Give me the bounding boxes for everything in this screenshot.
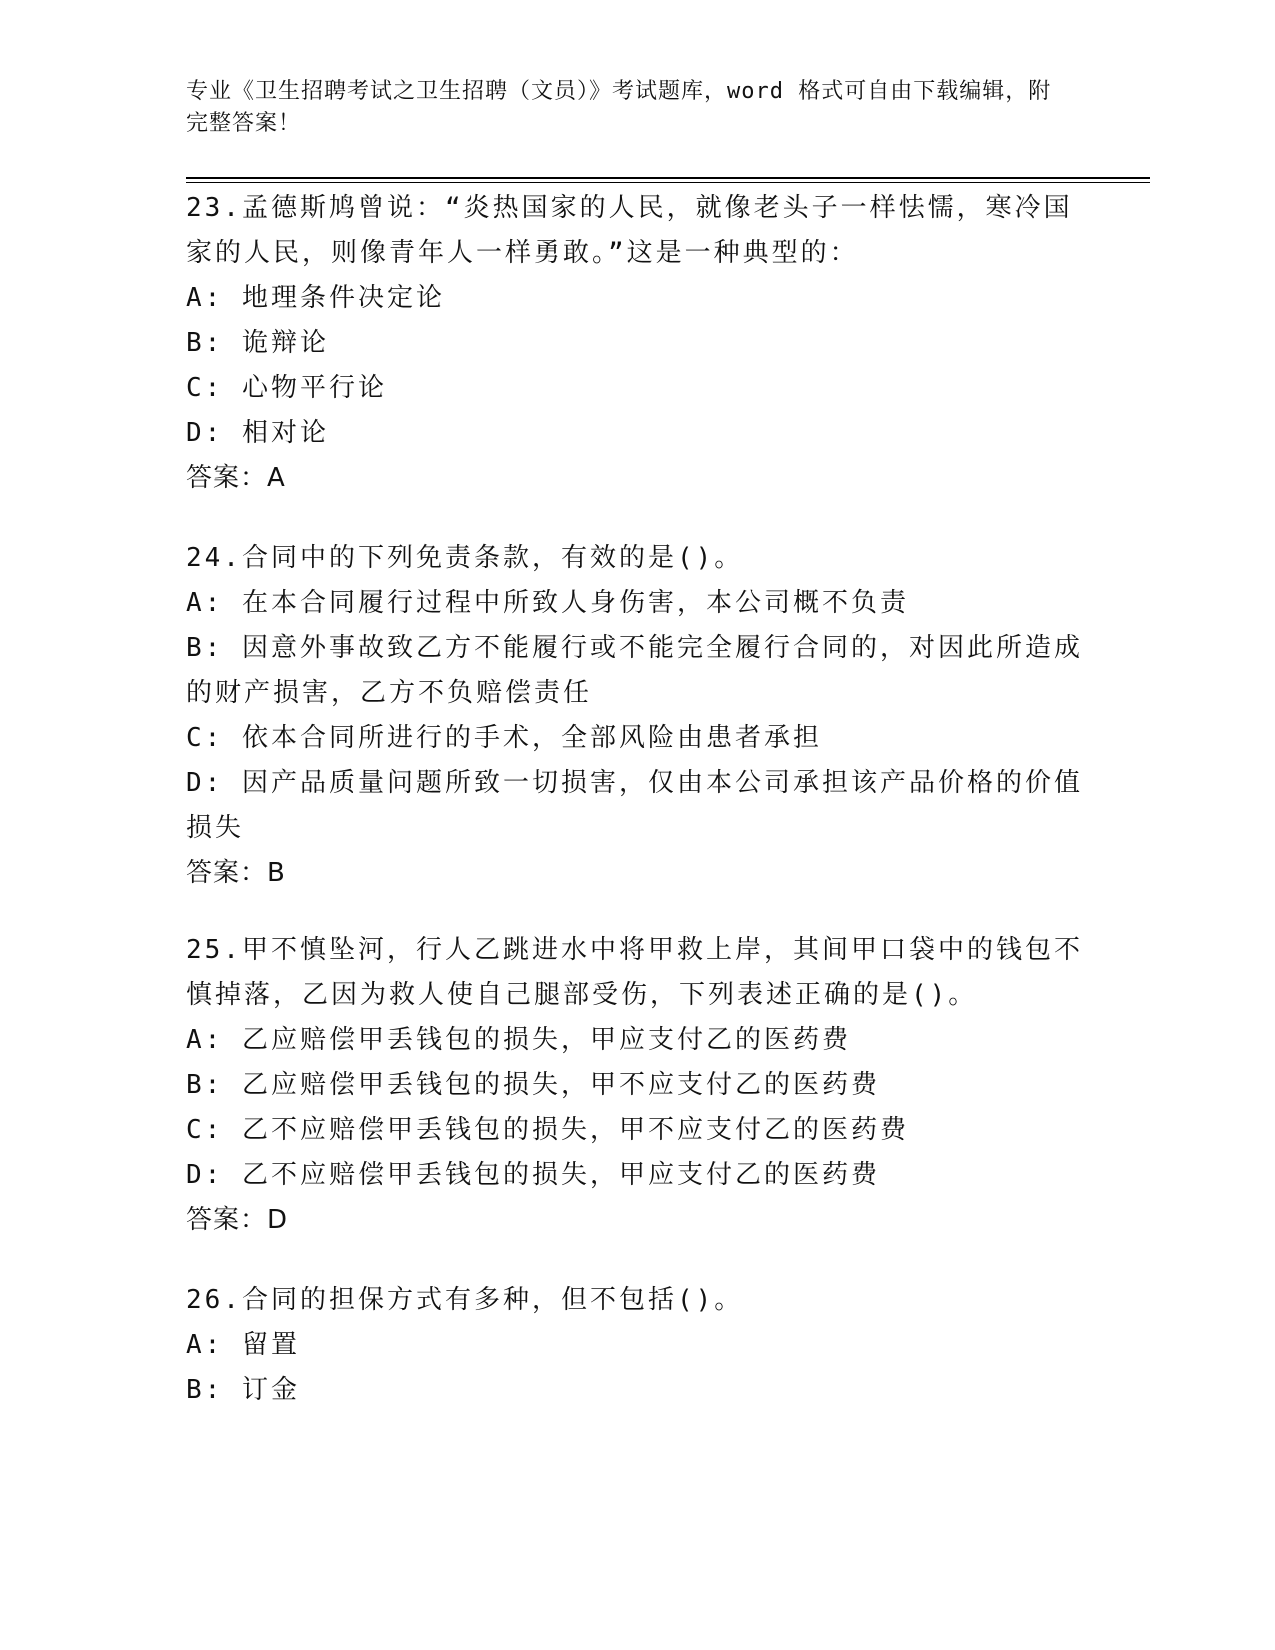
option-b: B: 乙应赔偿甲丢钱包的损失，甲不应支付乙的医药费 bbox=[186, 1070, 880, 1100]
header-divider-thick bbox=[186, 177, 1150, 179]
question-26 bbox=[186, 1278, 1086, 1413]
answer-line: 答案：D bbox=[186, 1205, 289, 1235]
option-a: A: 在本合同履行过程中所致人身伤害，本公司概不负责 bbox=[186, 588, 909, 618]
document-header: 专业《卫生招聘考试之卫生招聘（文员）》考试题库，word 格式可自由下载编辑，附完整答案！ bbox=[186, 79, 1052, 136]
option-b: B: 因意外事故致乙方不能履行或不能完全履行合同的，对因此所造成的财产损害，乙方不负赔偿责任 bbox=[186, 633, 1083, 708]
question-25 bbox=[186, 928, 1086, 1243]
question-23 bbox=[186, 186, 1086, 501]
question-stem: 26.合同的担保方式有多种，但不包括()。 bbox=[186, 1285, 744, 1315]
question-stem: 24.合同中的下列免责条款，有效的是()。 bbox=[186, 543, 744, 573]
option-c: C: 乙不应赔偿甲丢钱包的损失，甲不应支付乙的医药费 bbox=[186, 1115, 909, 1145]
option-d: D: 相对论 bbox=[186, 418, 329, 448]
answer-line: 答案：A bbox=[186, 463, 286, 493]
question-24 bbox=[186, 536, 1086, 896]
option-a: A: 留置 bbox=[186, 1330, 300, 1360]
option-a: A: 乙应赔偿甲丢钱包的损失，甲应支付乙的医药费 bbox=[186, 1025, 851, 1055]
option-d: D: 因产品质量问题所致一切损害，仅由本公司承担该产品价格的价值损失 bbox=[186, 768, 1083, 843]
option-b: B: 订金 bbox=[186, 1375, 300, 1405]
option-c: C: 依本合同所进行的手术，全部风险由患者承担 bbox=[186, 723, 822, 753]
option-b: B: 诡辩论 bbox=[186, 328, 329, 358]
option-a: A: 地理条件决定论 bbox=[186, 283, 445, 313]
option-d: D: 乙不应赔偿甲丢钱包的损失，甲应支付乙的医药费 bbox=[186, 1160, 880, 1190]
header-divider-thin bbox=[186, 182, 1150, 183]
question-stem: 23.孟德斯鸠曾说：“炎热国家的人民，就像老头子一样怯懦，寒冷国家的人民，则像青年人一样勇敢。”这是一种典型的： bbox=[186, 193, 1073, 268]
option-c: C: 心物平行论 bbox=[186, 373, 387, 403]
answer-line: 答案：B bbox=[186, 858, 286, 888]
question-stem: 25.甲不慎坠河，行人乙跳进水中将甲救上岸，其间甲口袋中的钱包不慎掉落，乙因为救人使自己腿部受伤，下列表述正确的是()。 bbox=[186, 935, 1083, 1010]
